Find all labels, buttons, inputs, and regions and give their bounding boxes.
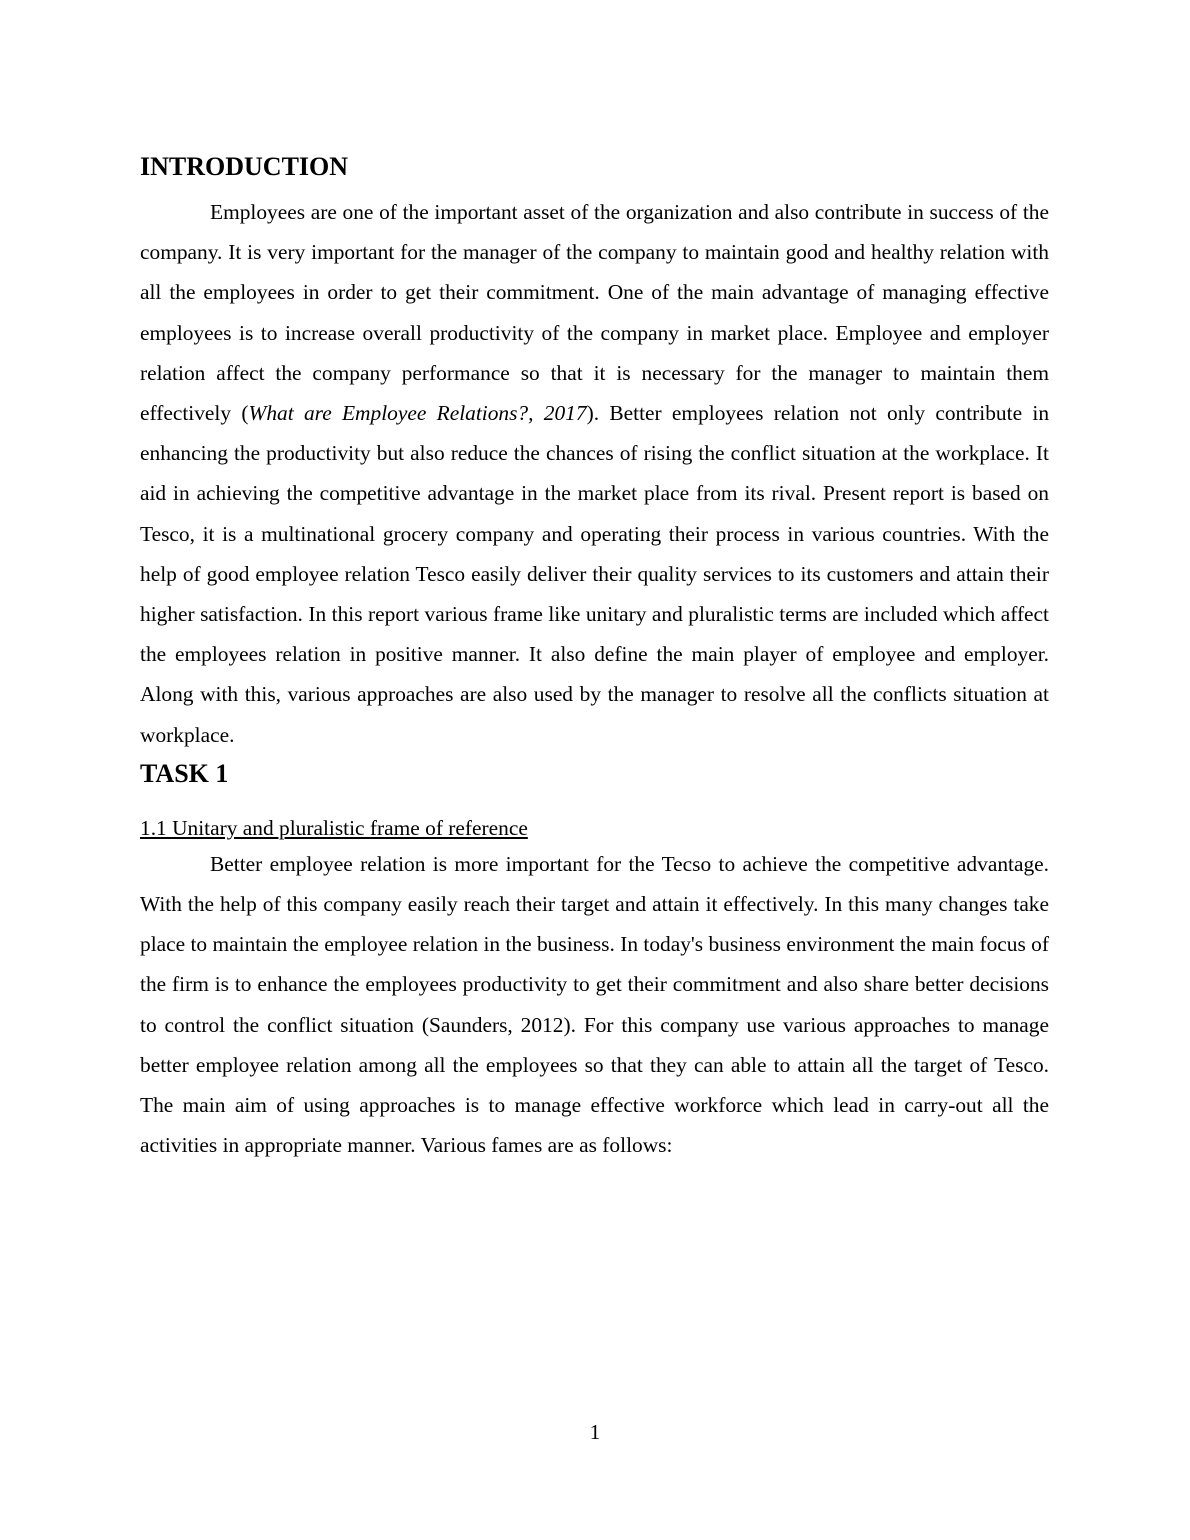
intro-text-after-citation: ). Better employees relation not only contribute in enhancing the productivity but also reduce the chances of rising the conflict situation at the workplace. It aid in achieving the competitive advantage in the market place from its rival. Present report is based on Tesco, it is a multinational grocery company and operating their process in various countries. With the help of good employee relation Tesco easily deliver their quality services to its customers and attain their higher satisfaction. In this report various frame like unitary and pluralistic terms are included which affect the employees relation in positive manner. It also define the main player of employee and employer. Along with this, various approaches are also used by the manager to resolve all the conflicts situation at workplace.: [140, 401, 1050, 747]
intro-citation: What are Employee Relations?, 2017: [248, 401, 587, 426]
intro-text-before-citation: Employees are one of the important asset of the organization and also contribute in success of the company. It is very important for the manager of the company to maintain good and healthy relation with all the employees in order to get their commitment. One of the main advantage of managing effective employees is to increase overall productivity of the company in market place. Employee and employer relation affect the company performance so that it is necessary for the manager to maintain them effectively (: [140, 200, 1049, 426]
task-heading: TASK 1: [140, 758, 229, 788]
task-paragraph: Better employee relation is more important for the Tecso to achieve the competitive advantage. With the help of this company easily reach their target and attain it effectively. In this many changes take place to maintain the employee relation in the business. In today's business environment the main focus of the firm is to enhance the employees productivity to get their commitment and also share better decisions to control the conflict situation (Saunders, 2012). For this company use various approaches to manage better employee relation among all the employees so that they can able to attain all the target of Tesco. The main aim of using approaches is to manage effective workforce which lead in carry-out all the activities in appropriate manner. Various fames are as follows:: [140, 851, 1049, 1158]
page-number: 1: [589, 1420, 601, 1444]
introduction-paragraph: [140, 192, 1049, 755]
introduction-heading: INTRODUCTION: [140, 152, 349, 181]
subsection-heading: 1.1 Unitary and pluralistic frame of reference: [140, 815, 528, 840]
page-content: [140, 148, 1049, 1165]
